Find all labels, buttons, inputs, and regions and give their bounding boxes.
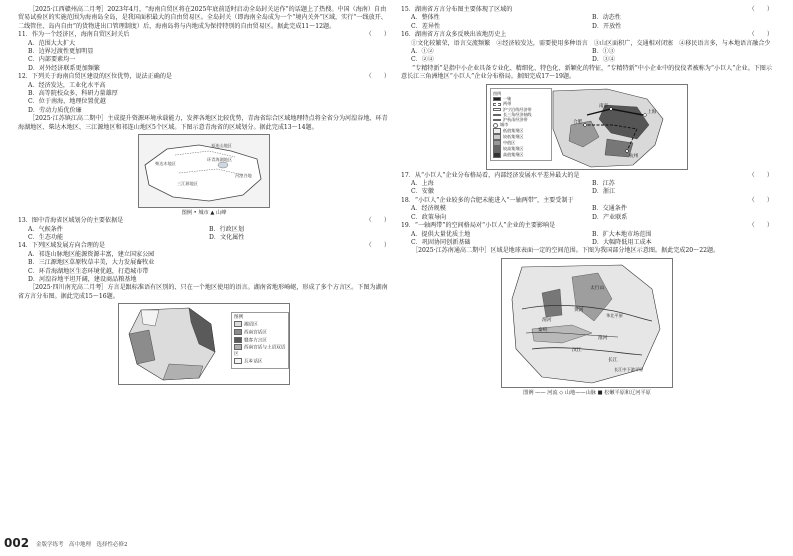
option-row [401,188,773,196]
question-11 [18,31,390,39]
legend-item: 低值集聚区 [493,128,549,134]
intro-yangtze: “专精特新”是指中小企业具备专业化、精细化、特色化、新颖化的特征，“专精特新”中小企业中的佼佼者被称为“小巨人”企业。下图示意长江三角洲地区“小巨人”企业分布格局。据图完成17～19题。 [401,64,772,81]
legend-title: 图例 [493,90,502,96]
map-label: 秦岭 [538,327,548,333]
intro-hunan: ［2025·四川南充高二月考］方言是跟标准语有区别的、只在一个地区使用的语言。湖南省地形崎岖，形成了多个方言区。下图为湖南省方言分布图。据此完成15～16题。 [18,284,388,300]
question-15 [401,6,773,14]
map-label: 三江源地区 [177,181,198,187]
option[interactable]: B．动态性 [592,14,621,22]
question-12-stem: 12．下列关于海南自贸区建设的区位优势，说法正确的是 [18,73,173,81]
option[interactable]: B．江苏 [592,180,615,188]
option[interactable]: A．①② [411,48,434,56]
option-row [401,214,773,222]
option-row [18,226,390,234]
answer-paren[interactable]: （ ） [748,196,773,204]
option[interactable]: A．整体性 [411,14,440,22]
book-title: 金版学练考 高中地理 选择性必修2 [36,542,128,548]
answer-paren[interactable]: （ ） [365,242,390,250]
option[interactable]: A．经济发达，工业化水平高 [28,81,106,89]
legend-item: 湘语区 [234,321,286,329]
option[interactable]: B．扩大本地市场范围 [592,230,652,238]
option[interactable]: D．对外经济联系更加频繁 [28,64,100,72]
question-16-stem: 16．湖南省方言众多反映出该地历史上 [401,31,507,39]
yangtze-delta-map [486,84,688,170]
map-label: 长江 [608,357,618,363]
question-15-stem: 15．湖南省方言分布图主要体现了区域的 [401,6,513,13]
question-17 [401,172,773,180]
city-label: 上海 [647,109,657,115]
legend-item: 城市 [493,122,549,128]
hunan-map-svg [119,304,229,384]
option[interactable]: B．交通条件 [592,205,627,213]
option[interactable]: A．范围大大扩大 [28,39,76,47]
map-label: 柴达木地区 [155,161,176,167]
qinghai-region-map [138,134,270,208]
legend-item: 西南官话区 [234,329,286,337]
option-row [401,48,773,56]
option[interactable]: A．祁连山脉地区能源资源丰富，建立国家公园 [28,250,155,258]
map-label: 祁连山地区 [211,143,232,149]
option[interactable]: D．劳动力质优价廉 [28,106,82,114]
legend-item: 沪宁沿线经济带 [493,107,549,112]
map-label: 长江中下游平原 [614,366,644,372]
legend-item: 瓦乡话区 [234,358,286,366]
legend-title: 图例 [234,315,244,321]
option[interactable]: B．高等院校众多，科研力量雄厚 [28,90,118,98]
option-row [401,23,773,31]
city-label: 南京 [599,103,609,109]
question-14-stem: 14．下列区域发展方向合理的是 [18,242,105,250]
delta-map-svg [487,85,687,169]
fig-caption: 图例 • 城市 ▲ 山峰 [181,210,227,217]
option[interactable]: A．气候条件 [28,225,63,233]
option[interactable]: D．河湟谷地平坦开阔，建设商品粮基地 [28,275,137,283]
answer-paren[interactable]: （ ） [748,6,773,13]
option[interactable]: D．③④ [592,56,616,64]
map-label: 汉江 [572,347,582,353]
option-row [401,56,773,64]
map-label: 华北平原 [606,312,623,318]
option[interactable]: C．差异性 [411,22,441,30]
china-region-map [501,258,673,388]
option[interactable]: C．安徽 [411,188,434,196]
question-13 [18,217,390,225]
option[interactable]: B．边界过渡性更加明显 [28,48,94,56]
answer-paren[interactable]: （ ） [748,171,773,179]
left-column [18,6,390,387]
legend-item: 中值区 [493,140,549,146]
legend-item: 西南官话与土语双语区 [234,345,286,358]
option[interactable]: D．大幅降低用工成本 [592,238,652,246]
answer-paren[interactable]: （ ） [365,217,390,225]
intro-china-region: ［2025·江苏南通高二期中］区域是地球表面一定的空间范围。下图为我国部分地区示意图。据此完成20～22题。 [412,247,720,255]
city-label: 合肥 [573,119,583,125]
option[interactable]: D．文化属性 [209,233,245,241]
option[interactable]: C．政策导向 [411,213,447,221]
option[interactable]: D．开放性 [592,22,622,30]
answer-paren[interactable]: （ ） [365,31,390,39]
answer-paren[interactable]: （ ） [748,222,773,230]
question-18 [401,197,773,205]
question-17-stem: 17．从“小巨人”企业分布格局看，内部经济发展水平差异最大的是 [401,171,580,179]
statement-list: ①文化较繁荣，语言交流频繁 ②经济较发达，需要使用多种语言 ③山区面积广，交通相对闭塞 ④移民语言多，与本地语言融合少 [411,39,771,47]
question-19-stem: 19．“一轴两带”的空间格局对“小巨人”企业的主要影响是 [401,222,556,230]
hunan-dialect-map [118,303,290,385]
legend-item: 一轴 [493,96,549,101]
answer-paren[interactable]: （ ） [365,73,390,81]
question-11-stem: 11．作为一个经济区，海南自贸区封关后 [18,31,130,39]
option[interactable]: C．巩固协同创新基础 [411,238,471,246]
intro-qinghai: ［2025·江苏镇江高二期中］主成提升资源环境承载能力，发挥各地区比较优势，青海省综合区域地理特点将全省分为河湟谷地、环青海湖地区、柴达木地区、三江源地区和祁连山地区5个区域。下图示意青海省的区域划分。据此完成13～14题。 [18,115,388,131]
map-label: 淮河 [598,335,608,341]
option-row [401,205,773,213]
map-label: 环青海湖地区 [207,157,233,163]
question-14 [18,242,390,250]
legend-item: 沪杭甬经济带 [493,117,549,122]
question-16 [401,31,773,39]
right-column [401,6,773,397]
question-13-stem: 13．图中青海省区域划分的主要依据是 [18,217,124,225]
legend-item: 较低集聚区 [493,134,549,140]
option[interactable]: C．环青海湖地区生态环境优越，打造城市带 [28,267,149,275]
map-label: 黄河 [574,307,584,313]
legend-item: 较高集聚区 [493,146,549,152]
china-map-svg [502,259,672,387]
option-row [401,180,773,188]
question-12 [18,73,390,81]
question-19 [401,222,773,230]
option[interactable]: B．行政区划 [209,225,244,233]
option[interactable]: C．内部要素均一 [28,56,76,64]
option[interactable]: A．经济规模 [411,205,446,213]
option[interactable]: C．位于南海，地理位置优越 [28,98,106,106]
legend-item: 两带 [493,101,549,106]
option[interactable]: C．生态功能 [28,233,64,241]
option[interactable]: A．提供大量优质土地 [411,230,471,238]
intro-hainan: ［2025·江西赣州高二月考］2023年4月，“海南自贸区将在2025年底前适时启动全岛封关运作”的话题上了热搜。中国（海南）自由贸易试验区的实施范围为海南岛全岛，是我国面积最大的自由贸易区。全岛封关（即海南全岛成为一个“境内关外”区域，实行“一线放开、二线管住、岛内自由”的货物进出口管理制度）后，海南岛将与内地成为保持特别的自由贸易区。据此完成11～12题。 [18,6,387,30]
option[interactable]: B．①③ [592,48,615,56]
option[interactable]: D．产业联系 [592,213,628,221]
map-label: 渭河 [542,317,552,323]
question-18-stem: 18．“小巨人”企业较多的合肥未能进入“一轴两带”，主要受制于 [401,196,574,204]
legend-item: 高值集聚区 [493,152,549,158]
answer-paren[interactable]: （ ） [748,31,773,39]
map-label: 河湟谷地 [235,173,252,179]
map-label: 太行山 [590,285,605,291]
option[interactable]: D．浙江 [592,188,616,196]
option-row [401,231,773,239]
page-number: 002 [4,536,30,550]
dialect-legend [231,312,289,369]
option[interactable]: A．上海 [411,180,434,188]
option-row [401,14,773,22]
legend-item: 长三角经济轴线 [493,112,549,117]
qinghai-map-svg [139,135,269,207]
fig-caption: 图例 —— 河流 ◇ 山地——山脉 ■ 松嫩平原和辽河平原 [523,389,651,396]
city-label: 杭州 [629,153,639,159]
option[interactable]: C．②④ [411,56,434,64]
option[interactable]: B．三江源地区草原牧草丰美，大力发展畜牧业 [28,259,155,267]
legend-item: 赣客方言区 [234,337,286,345]
